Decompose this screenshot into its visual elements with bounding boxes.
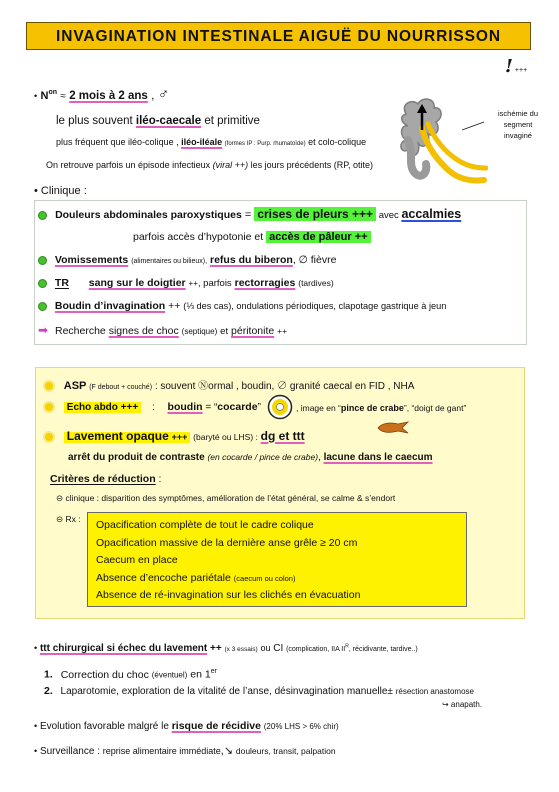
arrow-right-icon: ➡ <box>38 323 49 337</box>
bullet-icon <box>43 431 55 443</box>
ttt-line: • ttt chirurgical si échec du lavement ++ (x 3 essais) ou CI (complication, IIA $II^R$, récidivante, tardive..) <box>34 643 418 654</box>
ttt-step-2: 2. Laparotomie, exploration de la vitalité de l’anse, désinvagination manuelle± résection anastomose <box>44 685 474 697</box>
intro-age-line: • $N^{on} \approx 2$ mois à 2 ans , ♂ <box>34 86 170 103</box>
bullet-icon <box>43 380 55 392</box>
ischemie-label: ischémie du segment invaginé <box>497 109 539 140</box>
intro-location-line: le plus souvent iléo-caecale et primitive <box>56 115 260 127</box>
exam-lavement-line: Lavement opaque +++ (baryté ou LHS) : dg et ttt <box>43 429 305 443</box>
criterion-item: Caecum en place <box>96 554 178 566</box>
exclamation-icon: ! <box>505 56 513 77</box>
male-symbol: ♂ <box>157 86 170 103</box>
exam-asp-line: ASP (F debout + couché) : souvent Ⓝormal , boudin, ∅ granité caecal en FID , NHA <box>43 377 414 392</box>
page-title: INVAGINATION INTESTINALE AIGUË DU NOURRISSON <box>26 22 531 50</box>
bullet-icon <box>38 211 47 220</box>
clinique-line-boudin: Boudin d’invagination ++ (⅓ des cas), ondulations périodiques, clapotage gastrique à jeun <box>38 300 446 312</box>
pince-de-crabe-icon <box>376 420 410 436</box>
importance-mark: ! +++ <box>505 56 528 77</box>
clinique-heading: • Clinique : <box>34 185 87 197</box>
evolution-line: • Evolution favorable malgré le risque de récidive (20% LHS > 6% chir) <box>34 720 339 732</box>
criteres-clinique-line: ⊝ clinique : disparition des symptômes, amélioration de l’état général, se calme & s’endort <box>56 493 396 503</box>
criterion-item: Opacification complète de tout le cadre colique <box>96 519 314 531</box>
exam-echo-line: Echo abdo +++ : boudin = “cocarde” <box>43 401 261 413</box>
bullet-icon <box>38 279 47 288</box>
intussusception-illustration <box>398 94 488 190</box>
cocarde-icon <box>267 394 293 420</box>
criterion-item: Opacification massive de la dernière anse grêle ≥ 20 cm <box>96 536 358 549</box>
criteres-rx-box <box>87 512 467 607</box>
criterion-item: Absence de ré-invagination sur les clichés en évacuation <box>96 589 361 601</box>
exam-arret-line: arrêt du produit de contraste (en cocarde / pince de crabe), lacune dans le caecum <box>68 452 433 463</box>
bullet-icon <box>38 302 47 311</box>
clinique-line-hypotonie: parfois accès d’hypotonie et accès de pâleur ++ <box>133 231 371 243</box>
criteres-rx-label: ⊝ Rx : <box>56 514 81 524</box>
ttt-anapath: ↪ anapath. <box>442 700 483 709</box>
ttt-step-1: 1. Correction du choc (éventuel) en 1er <box>44 668 217 681</box>
criterion-item: Absence d’encoche pariétale (caecum ou colon) <box>96 571 296 584</box>
clinique-line-tr: TR sang sur le doigtier ++, parfois rectorragies (tardives) <box>38 277 334 289</box>
surveillance-line: • Surveillance : reprise alimentaire immédiate,↘ douleurs, transit, palpation <box>34 745 336 757</box>
criteres-title: Critères de réduction : <box>50 473 162 485</box>
intro-frequency-line: plus fréquent que iléo-colique , iléo-iléale (formes IP : Purp. rhumatoïde) et colo-colique <box>56 137 367 147</box>
clinique-line-vomissements: Vomissements (alimentaires ou bilieux), refus du biberon, ∅ fièvre <box>38 254 336 266</box>
age-range: 2 mois à 2 ans <box>69 90 148 102</box>
clinique-line-choc: ➡ Recherche signes de choc (septique) et péritonite ++ <box>38 323 288 337</box>
intro-infection-line: On retrouve parfois un épisode infectieux (viral ++) les jours précédents (RP, otite) <box>46 160 374 170</box>
bullet-icon <box>43 401 55 413</box>
clinique-line-douleurs: Douleurs abdominales paroxystiques = crises de pleurs +++ avec accalmies <box>38 207 461 221</box>
bullet-icon <box>38 256 47 265</box>
exam-echo-pince: , image en “pince de crabe”, “doigt de gant” <box>296 403 467 413</box>
pointer-line <box>462 120 486 132</box>
